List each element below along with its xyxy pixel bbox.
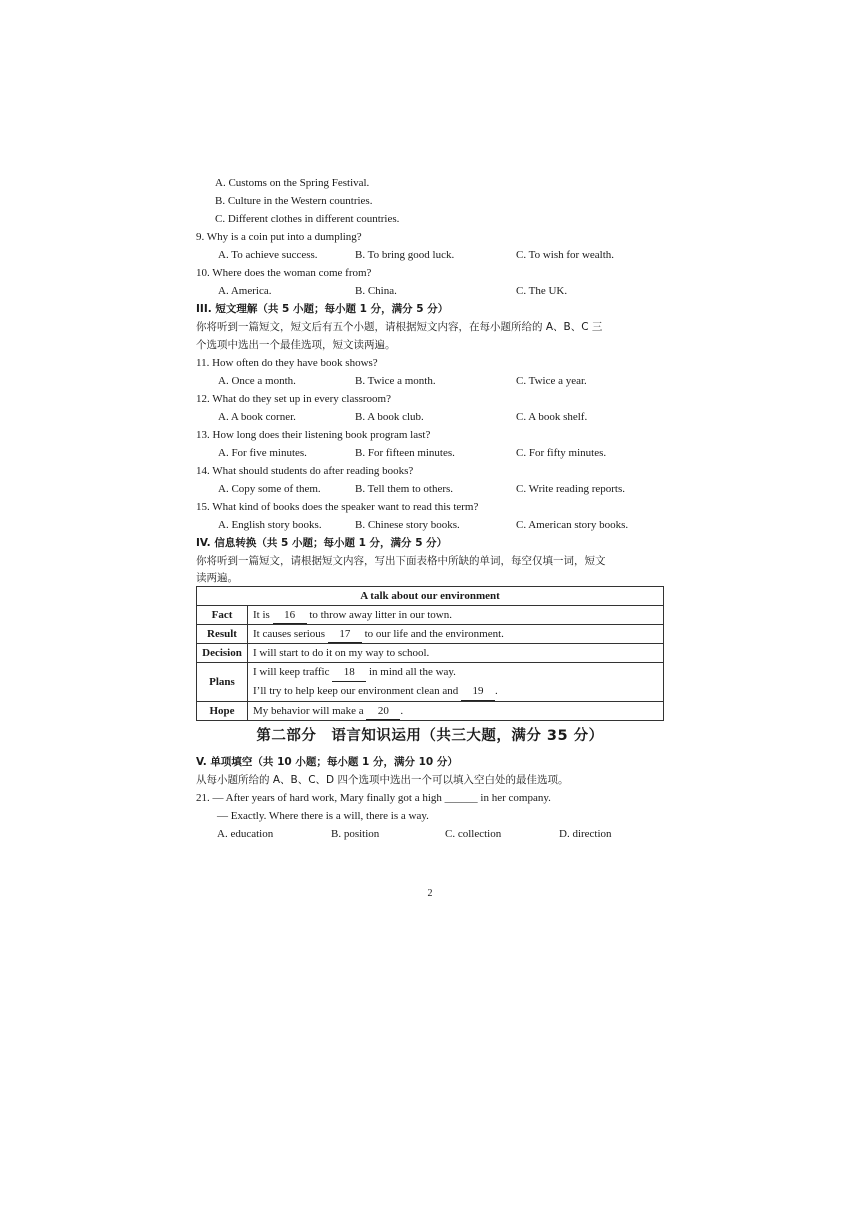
- q10-stem: 10. Where does the woman come from?: [196, 267, 372, 279]
- row-label-result: Result: [197, 625, 248, 644]
- q11-stem: 11. How often do they have book shows?: [196, 357, 378, 369]
- table-row-decision: [197, 644, 664, 663]
- q12-option-b: B. A book club.: [355, 411, 424, 423]
- blank-20[interactable]: 20: [366, 703, 400, 720]
- q13-option-a: A. For five minutes.: [218, 447, 307, 459]
- q14-option-c: C. Write reading reports.: [516, 483, 626, 495]
- q8-option-a: A. Customs on the Spring Festival.: [215, 177, 370, 189]
- q15-option-b: B. Chinese story books.: [355, 519, 460, 531]
- table-row-result: [197, 625, 664, 644]
- page-number: 2: [427, 888, 433, 899]
- q14-stem: 14. What should students do after reading books?: [196, 465, 414, 477]
- plans-line-2: I’ll try to help keep our environment clean and 19 .: [253, 682, 658, 701]
- part-2-title: 第二部分 语言知识运用（共三大题，满分 35 分）: [256, 728, 604, 744]
- section-5-instructions: 从每小题所给的 A、B、C、D 四个选项中选出一个可以填入空白处的最佳选项。: [196, 774, 569, 786]
- row-label-plans: Plans: [197, 663, 248, 702]
- q11-option-a: A. Once a month.: [218, 375, 296, 387]
- q8-option-b: B. Culture in the Western countries.: [215, 195, 373, 207]
- q15-option-a: A. English story books.: [218, 519, 322, 531]
- q10-option-b: B. China.: [355, 285, 397, 297]
- row-content-decision: I will start to do it on my way to school.: [248, 644, 664, 663]
- q9-option-c: C. To wish for wealth.: [516, 249, 615, 261]
- table-row-fact: [197, 606, 664, 625]
- q21-option-c: C. collection: [445, 828, 502, 840]
- q9-option-a: A. To achieve success.: [218, 249, 318, 261]
- row-content-fact: It is 16 to throw away litter in our town.: [248, 606, 664, 625]
- row-label-decision: Decision: [197, 644, 248, 663]
- q13-option-b: B. For fifteen minutes.: [355, 447, 455, 459]
- blank-16[interactable]: 16: [273, 607, 307, 624]
- q10-option-c: C. The UK.: [516, 285, 568, 297]
- q21-option-d: D. direction: [559, 828, 612, 840]
- q15-stem: 15. What kind of books does the speaker want to read this term?: [196, 501, 479, 513]
- q21-stem-line-2: — Exactly. Where there is a will, there is a way.: [217, 810, 429, 822]
- section-3-instructions-1: 你将听到一篇短文，短文后有五个小题，请根据短文内容，在每小题所给的 A、B、C 三: [196, 321, 603, 333]
- table-row-hope: [197, 702, 664, 721]
- row-content-result: It causes serious 17 to our life and the environment.: [248, 625, 664, 644]
- section-3-instructions-2: 个选项中选出一个最佳选项，短文读两遍。: [196, 339, 396, 351]
- table-row-plans: [197, 663, 664, 702]
- q14-option-b: B. Tell them to others.: [355, 483, 454, 495]
- section-4-title: IV. 信息转换（共 5 小题；每小题 1 分，满分 5 分）: [196, 537, 448, 549]
- q21-stem-line-1: 21. — After years of hard work, Mary finally got a high ______ in her company.: [196, 792, 551, 804]
- plans-line-1: I will keep traffic 18 in mind all the way.: [253, 663, 658, 682]
- q13-stem: 13. How long does their listening book program last?: [196, 429, 431, 441]
- blank-18[interactable]: 18: [332, 663, 366, 682]
- q14-option-a: A. Copy some of them.: [218, 483, 321, 495]
- q12-option-c: C. A book shelf.: [516, 411, 588, 423]
- blank-17[interactable]: 17: [328, 626, 362, 643]
- section-3-title: III. 短文理解（共 5 小题；每小题 1 分，满分 5 分）: [196, 303, 449, 315]
- row-content-hope: My behavior will make a 20 .: [248, 702, 664, 721]
- row-label-hope: Hope: [197, 702, 248, 721]
- q9-option-b: B. To bring good luck.: [355, 249, 455, 261]
- q11-option-c: C. Twice a year.: [516, 375, 587, 387]
- section-5-title: V. 单项填空（共 10 小题；每小题 1 分，满分 10 分）: [196, 756, 458, 768]
- q9-stem: 9. Why is a coin put into a dumpling?: [196, 231, 362, 243]
- table-heading: A talk about our environment: [197, 587, 664, 606]
- info-table: [196, 586, 664, 721]
- q13-option-c: C. For fifty minutes.: [516, 447, 607, 459]
- row-label-fact: Fact: [197, 606, 248, 625]
- section-4-instructions-2: 读两遍。: [196, 572, 238, 584]
- q15-option-c: C. American story books.: [516, 519, 629, 531]
- q10-option-a: A. America.: [218, 285, 272, 297]
- q12-stem: 12. What do they set up in every classroom?: [196, 393, 391, 405]
- blank-19[interactable]: 19: [461, 682, 495, 701]
- q21-option-b: B. position: [331, 828, 380, 840]
- q12-option-a: A. A book corner.: [218, 411, 296, 423]
- q11-option-b: B. Twice a month.: [355, 375, 436, 387]
- q8-option-c: C. Different clothes in different countries.: [215, 213, 400, 225]
- row-content-plans: [248, 663, 664, 702]
- section-4-instructions-1: 你将听到一篇短文，请根据短文内容，写出下面表格中所缺的单词，每空仅填一词，短文: [196, 555, 606, 567]
- q21-option-a: A. education: [217, 828, 274, 840]
